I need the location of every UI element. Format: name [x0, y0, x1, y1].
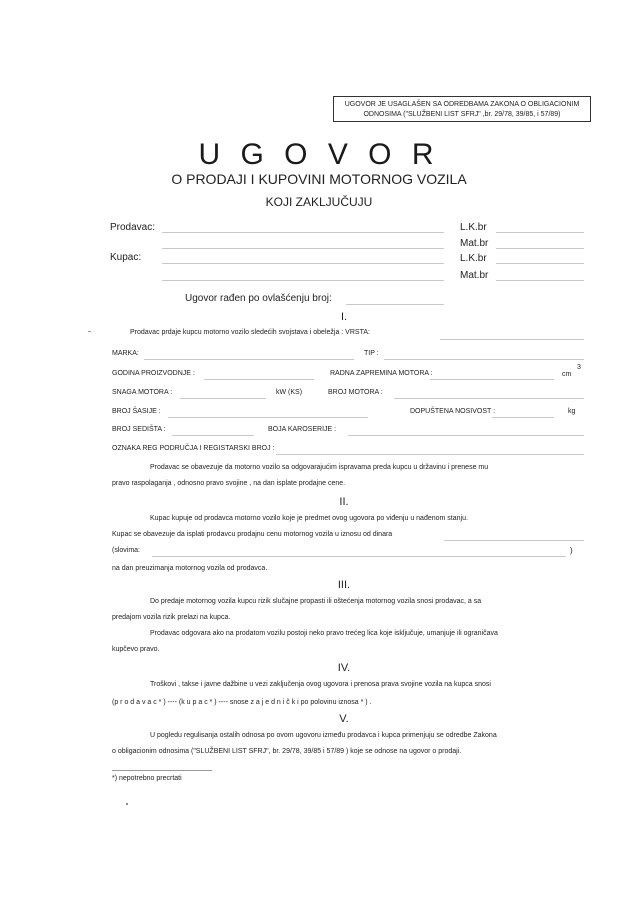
- section-2-paragraph-b: Kupac se obavezuje da isplati prodavcu prodajnu cenu motornog vozila u iznosu od dinara: [112, 531, 393, 538]
- price-line: [444, 540, 584, 541]
- buyer-lk-line: [496, 263, 584, 264]
- snaga-line: [180, 398, 266, 399]
- nosivost-label: DOPUŠTENA NOSIVOST :: [410, 408, 496, 415]
- godina-line: [204, 379, 314, 380]
- buyer-mat-label: Mat.br: [460, 270, 489, 281]
- stray-mark: [126, 803, 128, 805]
- section-2-paragraph-a: Kupac kupuje od prodavca motorno vozilo koje je predmet ovog ugovora po viđenju u nađenom stanju.: [150, 515, 468, 522]
- authority-line-label: Ugovor rađen po ovlašćenju broj:: [185, 293, 332, 304]
- slovima-line: [152, 556, 566, 557]
- cm-unit: cm: [562, 371, 572, 378]
- buyer-line-2: [162, 280, 444, 281]
- section-1-heading: I.: [340, 311, 348, 323]
- vehicle-intro: Prodavac prdaje kupcu motorno vozilo sledećih svojstava i obeležja : VRSTA:: [130, 329, 370, 336]
- authority-line: [346, 304, 444, 305]
- notice-line-1: UGOVOR JE USAGLAŠEN SA ODREDBAMA ZAKONA O OBLIGACIONIM: [344, 101, 580, 108]
- broj-motora-label: BROJ MOTORA :: [328, 389, 383, 396]
- sedista-label: BROJ SEDIŠTA :: [112, 426, 166, 433]
- tip-label: TIP :: [364, 350, 379, 357]
- section-3-paragraph-d: kupčevo pravo.: [112, 646, 160, 653]
- buyer-label: Kupac:: [110, 252, 142, 263]
- zapremina-line: [430, 379, 554, 380]
- seller-line-2: [162, 248, 444, 249]
- snaga-label: SNAGA MOTORA :: [112, 389, 173, 396]
- boja-label: BOJA KAROSERIJE :: [268, 426, 337, 433]
- seller-mat-line: [496, 248, 584, 249]
- vrsta-line: [440, 339, 584, 340]
- notice-line-2: ODNOSIMA ("SLUŽBENI LIST SFRJ" ,br. 29/78, 39/85, i 57/89): [363, 111, 561, 118]
- seller-line: [162, 232, 444, 233]
- section-3-paragraph-b: predajom vozila rizik prelazi na kupca.: [112, 614, 231, 621]
- slovima-close-paren: ): [570, 546, 573, 555]
- section-2-paragraph-d: na dan preuzimanja motornog vozila od prodavca.: [112, 565, 268, 572]
- document-subtitle-2: KOJI ZAKLJUČUJU: [265, 195, 373, 209]
- section-1-paragraph-a: Prodavac se obavezuje da motorno vozilo sa odgovarajućim ispravama preda kupcu u državinu i prenese mu: [150, 464, 489, 471]
- cm-superscript: 3: [577, 364, 581, 371]
- seller-mat-label: Mat.br: [460, 238, 489, 249]
- stray-mark: [88, 331, 91, 332]
- oznaka-line: [276, 454, 584, 455]
- buyer-lk-label: L.K.br: [460, 253, 487, 264]
- buyer-mat-line: [496, 280, 584, 281]
- sasija-line: [168, 417, 368, 418]
- marka-line: [144, 359, 354, 360]
- boja-line: [348, 435, 584, 436]
- section-4-heading: IV.: [337, 662, 351, 674]
- buyer-line: [162, 263, 444, 264]
- section-3-paragraph-c: Prodavac odgovara ako na prodatom vozilu postoji neko pravo trećeg lica koje isključuje, umanjuje ili ograničava: [150, 630, 498, 637]
- document-subtitle: O PRODAJI I KUPOVINI MOTORNOG VOZILA: [171, 171, 467, 187]
- seller-label: Prodavac:: [110, 222, 156, 233]
- broj-motora-line: [394, 398, 584, 399]
- seller-lk-line: [496, 232, 584, 233]
- section-5-heading: V.: [339, 713, 349, 725]
- section-5-paragraph-a: U pogledu regulisanja ostalih odnosa po ovom ugovoru između prodavca i kupca primenjuju se odredbe Zakona: [150, 732, 497, 739]
- kw-unit: kW (KS): [276, 389, 303, 396]
- sedista-line: [172, 435, 254, 436]
- footnote: *) nepotrebno precrtati: [112, 775, 182, 782]
- nosivost-line: [492, 417, 554, 418]
- section-3-heading: III.: [337, 579, 351, 591]
- marka-label: MARKA:: [112, 350, 139, 357]
- section-3-paragraph-a: Do predaje motornog vozila kupcu rizik slučajne propasti ili oštećenja motornog vozila snosi prodavac, a sa: [150, 598, 482, 605]
- slovima-label: (slovima:: [112, 547, 141, 554]
- zapremina-label: RADNA ZAPREMINA MOTORA :: [330, 370, 433, 377]
- tip-line: [384, 359, 584, 360]
- oznaka-label: OZNAKA REG PODRUČJA I REGISTARSKI BROJ :: [112, 445, 275, 452]
- section-4-paragraph-b: (p r o d a v a c * ) ---- (k u p a c * ) ---- snose z a j e d n i č k i po polovinu iznosa * ) .: [112, 699, 372, 706]
- section-2-heading: II.: [339, 496, 349, 508]
- legal-notice-box: [333, 96, 591, 122]
- section-1-paragraph-b: pravo raspolaganja , odnosno pravo svojine , na dan isplate prodajne cene.: [112, 480, 346, 487]
- kg-unit: kg: [568, 408, 576, 415]
- section-4-paragraph-a: Troškovi , takse i javne dažbine u vezi zaključenja ovog ugovora i prenosa prava svojine vozila na kupca snosi: [150, 681, 491, 688]
- sasija-label: BROJ ŠASIJE :: [112, 408, 161, 415]
- section-5-paragraph-b: o obligacionim odnosima ("SLUŽBENI LIST SFRJ", br. 29/78, 39/85 i 57/89 ) koje se odnose na ugovor o prodaji.: [112, 748, 462, 755]
- godina-label: GODINA PROIZVODNJE :: [112, 370, 195, 377]
- document-title: U G O V O R: [198, 138, 440, 171]
- seller-lk-label: L.K.br: [460, 222, 487, 233]
- footnote-divider: [112, 770, 212, 771]
